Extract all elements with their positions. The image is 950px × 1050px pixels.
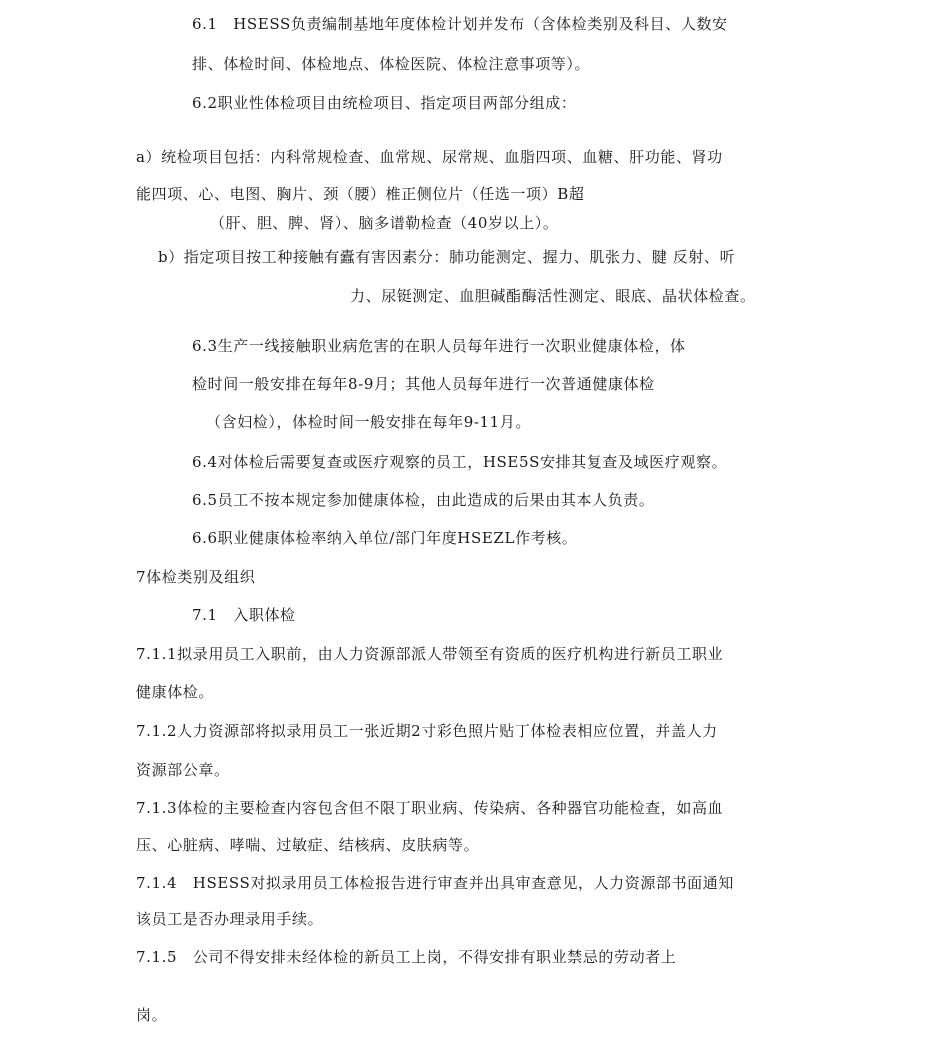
text-line-6-2: 6.2职业性体检项目由统检项目、指定项目两部分组成： [192, 94, 577, 112]
section-heading-7: 7体检类别及组织 [136, 568, 256, 586]
text-line-6-5: 6.5员工不按本规定参加健康体检，由此造成的后果由其本人负责。 [192, 491, 655, 509]
text-line-7-1-1-a: 7.1.1拟录用员工入职前，由人力资源部派人带领至有资质的医疗机构进行新员工职业 [136, 645, 724, 663]
text-line-b-2: 力、尿铤测定、血胆碱酯酶活性测定、眼底、晶状体检查。 [350, 287, 756, 305]
text-line-6-1-b: 排、体检时间、体检地点、体检医院、体检注意事项等）。 [192, 55, 591, 73]
text-line-a-2: 能四项、心、电图、胸片、颈（腰）椎正侧位片（任选一项）B超 [136, 185, 585, 203]
text-line-b-1: b）指定项目按工种接触有蠹有害因素分：肺功能测定、握力、肌张力、腱 反射、听 [158, 248, 736, 266]
text-line-7-1-2-a: 7.1.2人力资源部将拟录用员工一张近期2寸彩色照片贴丁体检表相应位置，并盖人力 [136, 722, 718, 740]
text-line-7-1-3-a: 7.1.3体检的主要检查内容包含但不限丁职业病、传染病、各种器官功能检查，如高血 [136, 799, 724, 817]
text-line-7-1-1-b: 健康体检。 [136, 683, 215, 701]
text-line-6-3-a: 6.3生产一线接触职业病危害的在职人员每年进行一次职业健康体检，体 [192, 337, 686, 355]
text-line-7-1-2-b: 资源部公章。 [136, 761, 230, 779]
text-line-7-1-4-b: 该员工是否办理录用手续。 [136, 910, 324, 928]
text-line-a-3: （肝、胆、脾、肾）、脑多谱勒检查（40岁以上）。 [210, 214, 559, 232]
text-line-6-1-a: 6.1 HSESS负责编制基地年度体检计划并发布（含体检类别及科目、人数安 [192, 15, 728, 33]
text-line-6-3-b: 检时间一般安排在每年8-9月；其他人员每年进行一次普通健康体检 [192, 375, 655, 393]
text-line-7-1-4-a: 7.1.4 HSESS对拟录用员工体检报告进行审查并出具审查意见，人力资源部书面通知 [136, 874, 734, 892]
text-line-6-4: 6.4对体检后需要复查或医疗观察的员工，HSE5S安排其复查及域医疗观察。 [192, 453, 728, 471]
subsection-heading-7-1: 7.1 入职体检 [192, 606, 296, 624]
text-line-a-1: a）统检项目包括：内科常规检查、血常规、尿常规、血脂四项、血糖、肝功能、肾功 [136, 148, 723, 166]
text-line-7-1-5-b: 岗。 [136, 1006, 168, 1024]
text-line-6-3-c: （含妇检），体检时间一般安排在每年9-11月。 [206, 413, 532, 431]
text-line-7-1-5-a: 7.1.5 公司不得安排未经体检的新员工上岗，不得安排有职业禁忌的劳动者上 [136, 948, 677, 966]
text-line-7-1-3-b: 压、心脏病、哮喘、过敏症、结核病、皮肤病等。 [136, 836, 480, 854]
text-line-6-6: 6.6职业健康体检率纳入单位/部门年度HSEZL作考核。 [192, 529, 578, 547]
